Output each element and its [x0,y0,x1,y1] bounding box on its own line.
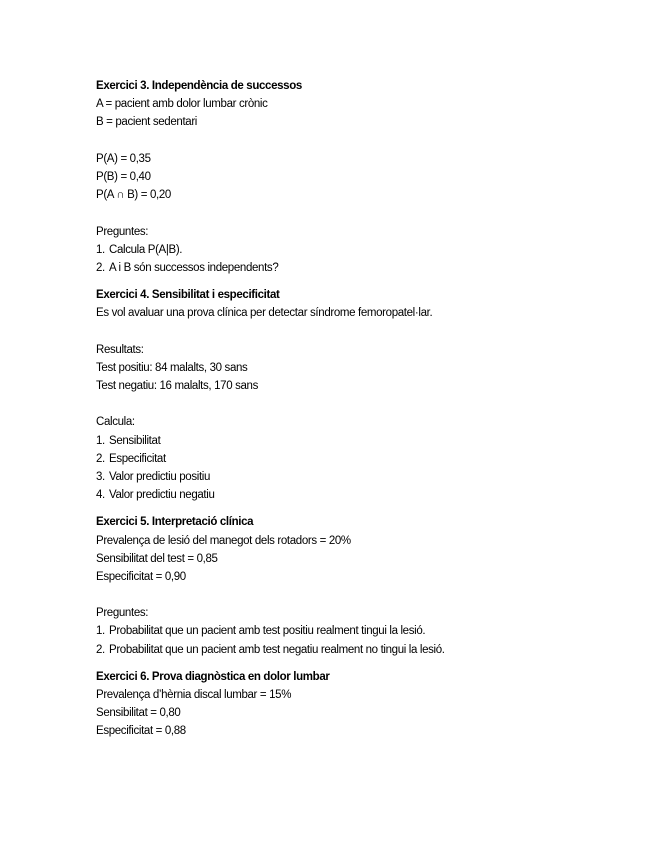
exercise-4-title: Exercici 4. Sensibilitat i especificitat [96,289,280,302]
list-item: 1. Calcula P(A|B). [96,243,183,256]
list-item: 2. Probabilitat que un pacient amb test negatiu realment no tingui la lesió. [96,643,445,656]
results-label: Resultats: [96,343,144,356]
definition-a: A = pacient amb dolor lumbar crònic [96,98,268,111]
prevalence-line: Prevalença d’hèrnia discal lumbar = 15% [96,689,292,701]
specificity-line: Especificitat = 0,90 [96,570,186,583]
sensitivity-line: Sensibilitat del test = 0,85 [96,552,218,565]
probability-a: P(A) = 0,35 [96,152,151,165]
list-item: 1. Sensibilitat [96,434,161,447]
sensitivity-line: Sensibilitat = 0,80 [96,707,181,720]
exercise-4-intro: Es vol avaluar una prova clínica per detectar síndrome femoropatel·lar. [96,307,433,320]
result-positive: Test positiu: 84 malalts, 30 sans [96,361,248,374]
list-item: 2. A i B són successos independents? [96,261,279,274]
list-item: 4. Valor predictiu negatiu [96,489,215,502]
probability-a-and-b: P(A ∩ B) = 0,20 [96,189,171,202]
list-item: 3. Valor predictiu positiu [96,470,211,483]
list-item: 2. Especificitat [96,452,166,465]
specificity-line: Especificitat = 0,88 [96,725,186,738]
document-page [96,77,616,741]
questions-label: Preguntes: [96,607,149,620]
exercise-6 [96,668,616,741]
definition-b: B = pacient sedentari [96,116,198,129]
exercise-3 [96,77,616,277]
questions-label: Preguntes: [96,225,149,238]
exercise-5 [96,513,616,659]
exercise-4 [96,286,616,504]
exercise-3-title: Exercici 3. Independència de successos [96,80,302,92]
list-item: 1. Probabilitat que un pacient amb test positiu realment tingui la lesió. [96,625,426,638]
calc-label: Calcula: [96,416,135,429]
probability-b: P(B) = 0,40 [96,170,151,183]
prevalence-line: Prevalença de lesió del manegot dels rotadors = 20% [96,534,351,547]
result-negative: Test negatiu: 16 malalts, 170 sans [96,380,258,392]
exercise-5-title: Exercici 5. Interpretació clínica [96,516,254,529]
exercise-6-title: Exercici 6. Prova diagnòstica en dolor lumbar [96,670,330,683]
